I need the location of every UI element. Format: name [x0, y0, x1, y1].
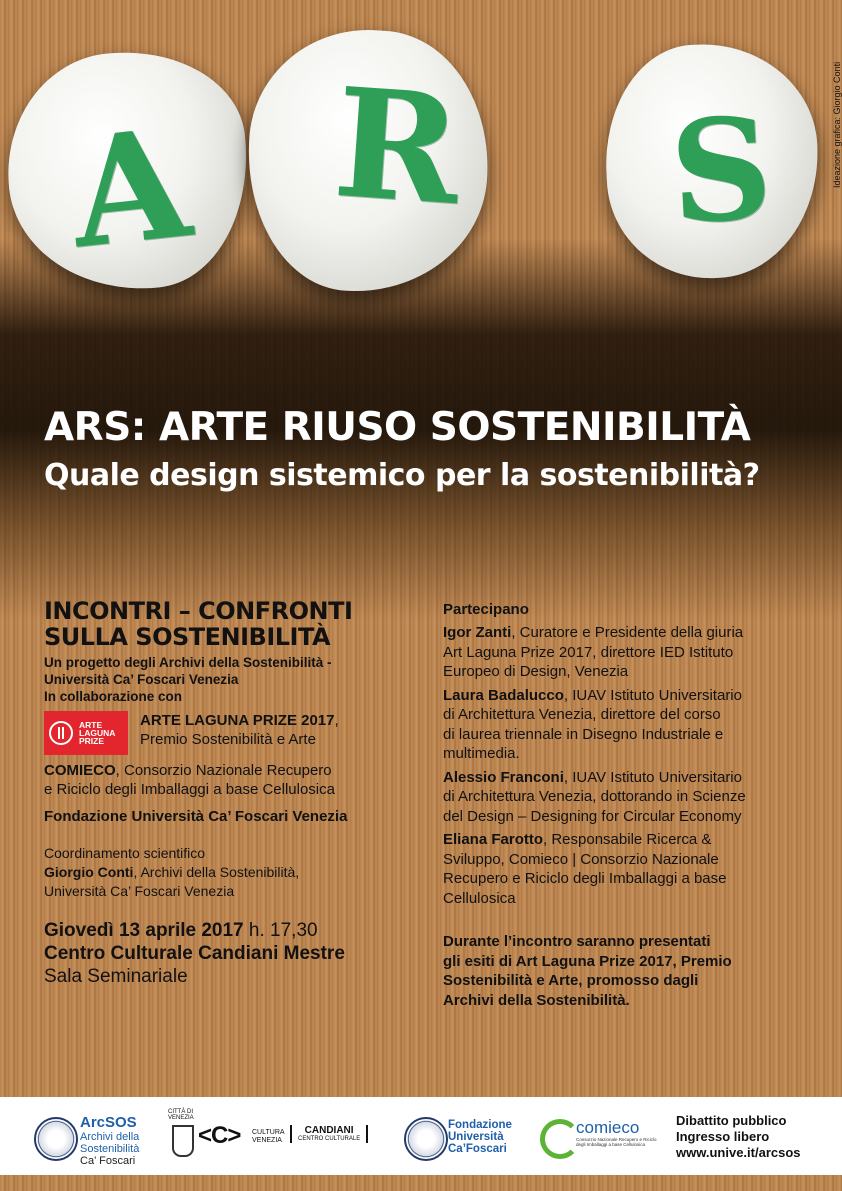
project-line1: Un progetto degli Archivi della Sostenibilità -	[44, 655, 332, 670]
arcsos-title: ArcSOS	[80, 1114, 137, 1131]
arcsos-sub2: Sostenibilità	[80, 1143, 140, 1155]
arte-prize-comma: ,	[334, 712, 339, 729]
series-title-line1: INCONTRI – CONFRONTI	[44, 597, 353, 625]
participant-desc: Art Laguna Prize 2017, direttore IED Istituto	[443, 643, 734, 661]
citta-venezia-label: CITTÀ DI VENEZIA	[168, 1109, 194, 1121]
project-line2: Università Ca’ Foscari Venezia	[44, 672, 239, 687]
arcsos-logo	[80, 1115, 139, 1167]
stencil-letter-r: R	[329, 54, 466, 240]
arte-logo-line3: PRIZE	[79, 736, 105, 746]
event-room: Sala Seminariale	[44, 966, 188, 987]
participant-desc: di laurea triennale in Disegno Industriale e	[443, 725, 724, 743]
collab-label: In collaborazione con	[44, 689, 183, 704]
comieco-logo-sub: Consorzio Nazionale Recupero e Riciclo degli Imballaggi a base Cellulosica	[576, 1137, 657, 1147]
arte-laguna-text	[140, 711, 339, 749]
participant-desc: Recupero e Riciclo degli Imballaggi a base	[443, 870, 727, 887]
footer-info	[676, 1113, 801, 1161]
arcsos-sub3: Ca’ Foscari	[80, 1155, 136, 1167]
paper-ball-s	[600, 39, 824, 284]
participant-item	[443, 623, 823, 682]
comieco-logo	[576, 1119, 666, 1147]
left-column	[44, 598, 419, 988]
cultura-venezia-label: CULTURA VENEZIA	[252, 1129, 285, 1144]
coord-line3: Università Ca’ Foscari Venezia	[44, 883, 235, 899]
arte-logo-line2: LAGUNA	[79, 728, 116, 738]
participant-desc: del Design – Designing for Circular Economy	[443, 807, 742, 825]
main-title: ARS: ARTE RIUSO SOSTENIBILITÀ	[44, 405, 751, 450]
participant-item	[443, 830, 823, 908]
candiani-logo	[290, 1125, 368, 1143]
comieco-partner	[44, 761, 419, 799]
arte-laguna-circle-icon	[49, 721, 73, 745]
coord-name: Giorgio Conti	[44, 864, 134, 880]
participant-desc: di Architettura Venezia, direttore del corso	[443, 706, 721, 723]
arte-laguna-logo-text	[79, 721, 115, 745]
cultura-venezia-mark-icon: <C>	[198, 1122, 241, 1149]
series-title-line2: SULLA SOSTENIBILITÀ	[44, 623, 331, 651]
fondazione-logo: Fondazione Università Ca’Foscari	[448, 1119, 512, 1155]
participant-name: Igor Zanti	[443, 624, 512, 641]
arte-laguna-row	[44, 711, 419, 755]
arcsos-sub1: Archivi della	[80, 1131, 140, 1143]
ca-foscari-seal-icon	[34, 1117, 78, 1161]
participant-desc: multimedia.	[443, 745, 520, 762]
comieco-line2: e Riciclo degli Imballaggi a base Cellulosica	[44, 781, 335, 798]
participant-name: Alessio Franconi	[443, 768, 564, 786]
footer-cardboard-edge	[0, 1175, 842, 1191]
stencil-letter-s: S	[666, 87, 776, 257]
series-title	[44, 598, 419, 650]
candiani-title: CANDIANI	[304, 1125, 354, 1136]
event-details	[44, 919, 419, 988]
footer-logos	[0, 1097, 842, 1175]
footer-info-line1: Dibattito pubblico	[676, 1113, 787, 1128]
graphic-credit: Ideazione grafica: Giorgio Conti	[832, 61, 842, 188]
participants-heading: Partecipano	[443, 601, 529, 618]
arte-logo-line1: ARTE	[79, 720, 103, 730]
participant-desc: , IUAV Istituto Universitario	[563, 686, 742, 704]
comieco-desc: , Consorzio Nazionale Recupero	[115, 762, 332, 779]
fondazione-seal-icon	[404, 1117, 448, 1161]
participant-desc: di Architettura Venezia, dottorando in Scienze	[443, 788, 746, 805]
footer-website-link[interactable]: www.unive.it/arcsos	[676, 1145, 801, 1160]
participant-desc: , Responsabile Ricerca &	[543, 831, 712, 848]
participant-name: Eliana Farotto	[443, 831, 544, 848]
venezia-crest-icon	[172, 1125, 194, 1157]
project-credit	[44, 654, 419, 705]
arte-laguna-logo	[44, 711, 128, 755]
scientific-coordination	[44, 844, 419, 901]
right-column	[443, 600, 823, 1010]
footer-info-line2: Ingresso libero	[676, 1129, 770, 1144]
participant-name: Laura Badalucco	[443, 686, 564, 704]
event-date: Giovedì 13 aprile 2017	[44, 920, 244, 941]
coord-label: Coordinamento scientifico	[44, 845, 206, 861]
arte-prize-line2: Premio Sostenibilità e Arte	[140, 731, 316, 748]
coord-affiliation: , Archivi della Sostenibilità,	[133, 864, 300, 880]
participant-desc: Sviluppo, Comieco | Consorzio Nazionale	[443, 850, 719, 868]
paper-ball-a	[0, 40, 260, 302]
comieco-recycle-icon	[540, 1119, 580, 1159]
participant-item	[443, 686, 823, 764]
candiani-sub: CENTRO CULTURALE	[298, 1136, 361, 1142]
participant-desc: , IUAV Istituto Universitario	[563, 768, 742, 786]
arte-prize-name: ARTE LAGUNA PRIZE 2017	[140, 712, 335, 729]
main-subtitle: Quale design sistemico per la sostenibilità?	[44, 458, 760, 493]
participant-desc: , Curatore e Presidente della giuria	[511, 624, 744, 641]
participant-desc: Europeo di Design, Venezia	[443, 663, 629, 680]
participant-desc: Cellulosica	[443, 889, 516, 907]
fondazione-partner: Fondazione Università Ca’ Foscari Venezia	[44, 808, 348, 825]
event-venue: Centro Culturale Candiani Mestre	[44, 943, 345, 964]
stencil-letter-a: A	[63, 95, 198, 283]
closing-note: Durante l’incontro saranno presentati gli esiti di Art Laguna Prize 2017, Premio Sostenibilità e Arte, promosso dagli Archivi della Sostenibilità.	[443, 933, 732, 1009]
event-time: h. 17,30	[243, 920, 318, 941]
comieco-logo-text: comieco	[576, 1118, 640, 1137]
paper-ball-r	[239, 22, 497, 300]
comieco-name: COMIECO	[44, 762, 116, 779]
participant-item	[443, 768, 823, 827]
